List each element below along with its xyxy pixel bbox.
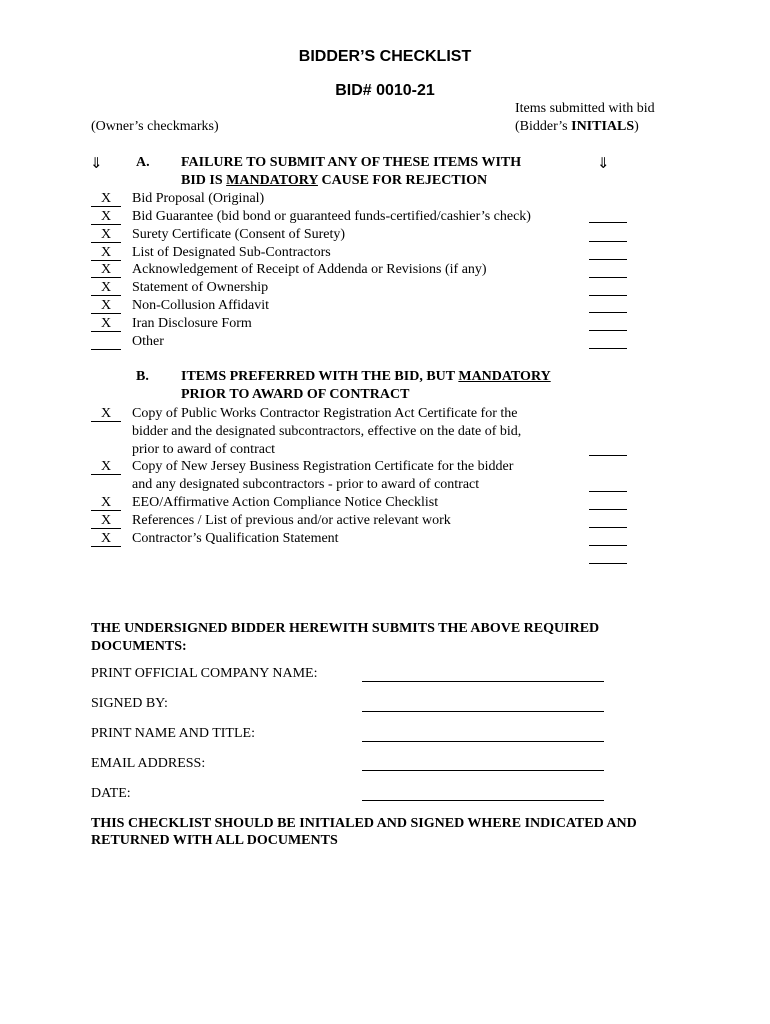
- page-title: BIDDER’S CHECKLIST: [298, 48, 472, 65]
- item-text-line: Contractor’s Qualification Statement: [132, 531, 339, 546]
- submission-heading-line2: DOCUMENTS:: [91, 639, 187, 654]
- item-text: Other: [132, 334, 164, 349]
- bidder-initials-field[interactable]: [589, 509, 627, 510]
- owner-checkmark[interactable]: X: [91, 317, 121, 332]
- bidder-label-line2: (Bidder’s INITIALS): [515, 119, 639, 134]
- owner-checkmark[interactable]: X: [91, 263, 121, 278]
- item-text: Non-Collusion Affidavit: [132, 298, 270, 313]
- owner-checkmark[interactable]: X: [91, 210, 121, 225]
- bidder-initials-field[interactable]: [589, 295, 627, 296]
- item-text: Surety Certificate (Consent of Surety): [132, 227, 346, 242]
- bidder-initials-field[interactable]: [589, 348, 627, 349]
- owner-checkmark[interactable]: X: [91, 192, 121, 207]
- item-text-line: and any designated subcontractors - prior to award of contract: [132, 477, 480, 492]
- owner-down-arrow-icon: ⇓: [90, 154, 103, 172]
- item-text-line: bidder and the designated subcontractors, effective on the date of bid,: [132, 424, 522, 439]
- bidder-label-line1: Items submitted with bid: [515, 101, 655, 116]
- field-label: DATE:: [91, 786, 131, 801]
- item-text-line: References / List of previous and/or active relevant work: [132, 513, 451, 528]
- field-label: EMAIL ADDRESS:: [91, 756, 206, 771]
- owner-checkmark[interactable]: X: [91, 532, 121, 547]
- bidder-initials-field[interactable]: [589, 259, 627, 260]
- item-text: Iran Disclosure Form: [132, 316, 252, 331]
- section-a-heading-line2: BID IS MANDATORY CAUSE FOR REJECTION: [181, 173, 488, 188]
- item-text-line: Copy of New Jersey Business Registration Certificate for the bidder: [132, 459, 514, 474]
- company-name-field[interactable]: [362, 681, 604, 682]
- bidder-initials-field[interactable]: [589, 455, 627, 456]
- date-field[interactable]: [362, 800, 604, 801]
- section-b-heading-line1: ITEMS PREFERRED WITH THE BID, BUT MANDATORY: [181, 369, 551, 384]
- owner-checkmark[interactable]: X: [91, 246, 121, 261]
- owner-checkmark[interactable]: X: [91, 514, 121, 529]
- bidder-initials-field[interactable]: [589, 330, 627, 331]
- bidder-initials-field[interactable]: [589, 527, 627, 528]
- item-text-line: EEO/Affirmative Action Compliance Notice Checklist: [132, 495, 439, 510]
- email-field[interactable]: [362, 770, 604, 771]
- owner-checkmark[interactable]: X: [91, 460, 121, 475]
- section-b-letter: B.: [136, 369, 149, 384]
- name-title-field[interactable]: [362, 741, 604, 742]
- bid-number: BID# 0010-21: [335, 82, 435, 99]
- bidder-initials-field[interactable]: [589, 563, 627, 564]
- item-text: Bid Proposal (Original): [132, 191, 265, 206]
- item-text: List of Designated Sub-Contractors: [132, 245, 331, 260]
- section-b-heading-line2: PRIOR TO AWARD OF CONTRACT: [181, 387, 410, 402]
- item-text-line: Copy of Public Works Contractor Registration Act Certificate for the: [132, 406, 518, 421]
- item-text: Bid Guarantee (bid bond or guaranteed funds-certified/cashier’s check): [132, 209, 531, 224]
- footer-note-line1: THIS CHECKLIST SHOULD BE INITIALED AND SIGNED WHERE INDICATED AND: [91, 816, 637, 831]
- bidder-initials-field[interactable]: [589, 277, 627, 278]
- submission-heading-line1: THE UNDERSIGNED BIDDER HEREWITH SUBMITS THE ABOVE REQUIRED: [91, 621, 600, 636]
- bidder-initials-field[interactable]: [589, 312, 627, 313]
- item-text: Statement of Ownership: [132, 280, 269, 295]
- bidder-down-arrow-icon: ⇓: [597, 154, 610, 172]
- owner-checkmark[interactable]: [91, 335, 121, 350]
- bidder-initials-field[interactable]: [589, 241, 627, 242]
- section-a-heading-line1: FAILURE TO SUBMIT ANY OF THESE ITEMS WITH: [181, 155, 522, 170]
- owner-checkmark[interactable]: X: [91, 228, 121, 243]
- footer-note-line2: RETURNED WITH ALL DOCUMENTS: [91, 833, 338, 848]
- field-label: SIGNED BY:: [91, 696, 168, 711]
- owner-label: (Owner’s checkmarks): [91, 119, 219, 134]
- item-text: Acknowledgement of Receipt of Addenda or Revisions (if any): [132, 262, 487, 277]
- owner-checkmark[interactable]: X: [91, 299, 121, 314]
- signed-by-field[interactable]: [362, 711, 604, 712]
- owner-checkmark[interactable]: X: [91, 407, 121, 422]
- owner-checkmark[interactable]: X: [91, 281, 121, 296]
- bidder-initials-field[interactable]: [589, 222, 627, 223]
- bidder-initials-field[interactable]: [589, 491, 627, 492]
- field-label: PRINT NAME AND TITLE:: [91, 726, 255, 741]
- bidder-initials-field[interactable]: [589, 545, 627, 546]
- field-label: PRINT OFFICIAL COMPANY NAME:: [91, 666, 318, 681]
- section-a-letter: A.: [136, 155, 150, 170]
- item-text-line: prior to award of contract: [132, 442, 276, 457]
- owner-checkmark[interactable]: X: [91, 496, 121, 511]
